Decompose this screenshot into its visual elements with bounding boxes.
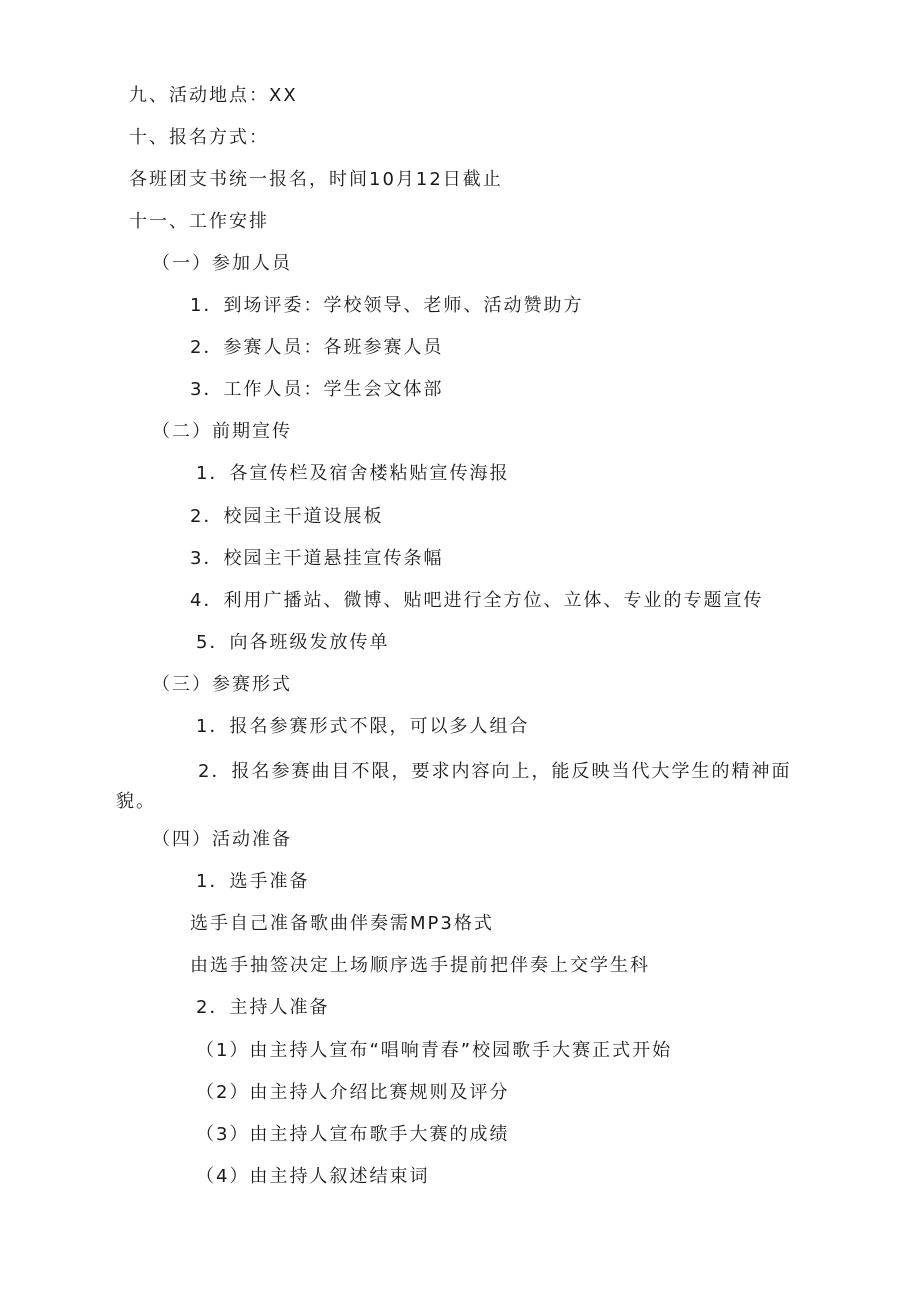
publicity-item-1: 1．各宣传栏及宿舍楼粘贴宣传海报 xyxy=(196,463,510,484)
publicity-item-5: 5．向各班级发放传单 xyxy=(196,632,390,653)
format-item-1: 1．报名参赛形式不限，可以多人组合 xyxy=(196,716,530,737)
format-item-2: 2．报名参赛曲目不限，要求内容向上，能反映当代大学生的精神面貌。 xyxy=(116,761,792,812)
section-10-registration: 十、报名方式： xyxy=(129,127,269,148)
subsection-competition-format: （三）参赛形式 xyxy=(152,674,292,695)
participants-item-1: 1．到场评委：学校领导、老师、活动赞助方 xyxy=(190,295,584,316)
subsection-participants: （一）参加人员 xyxy=(152,253,292,274)
prep-item-1: 1．选手准备 xyxy=(196,871,310,892)
prep-item-2: 2．主持人准备 xyxy=(196,997,330,1018)
host-step-1: （1）由主持人宣布“唱响青春”校园歌手大赛正式开始 xyxy=(196,1040,673,1061)
publicity-item-3: 3．校园主干道悬挂宣传条幅 xyxy=(190,548,444,569)
host-step-3: （3）由主持人宣布歌手大赛的成绩 xyxy=(196,1124,510,1145)
subsection-publicity: （二）前期宣传 xyxy=(152,421,292,442)
publicity-item-4: 4．利用广播站、微博、贴吧进行全方位、立体、专业的专题宣传 xyxy=(190,590,764,611)
section-11-work-arrangement: 十一、工作安排 xyxy=(129,211,269,232)
prep-contestant-line-1: 选手自己准备歌曲伴奏需MP3格式 xyxy=(190,913,494,934)
participants-item-2: 2．参赛人员：各班参赛人员 xyxy=(190,337,444,358)
host-step-2: （2）由主持人介绍比赛规则及评分 xyxy=(196,1082,510,1103)
host-step-4: （4）由主持人叙述结束词 xyxy=(196,1166,430,1187)
subsection-activity-prep: （四）活动准备 xyxy=(152,829,292,850)
registration-detail: 各班团支书统一报名，时间10月12日截止 xyxy=(129,169,503,190)
publicity-item-2: 2．校园主干道设展板 xyxy=(190,506,384,527)
prep-contestant-line-2: 由选手抽签决定上场顺序选手提前把伴奏上交学生科 xyxy=(190,955,650,976)
participants-item-3: 3．工作人员：学生会文体部 xyxy=(190,379,444,400)
section-9-location: 九、活动地点：XX xyxy=(129,85,298,106)
